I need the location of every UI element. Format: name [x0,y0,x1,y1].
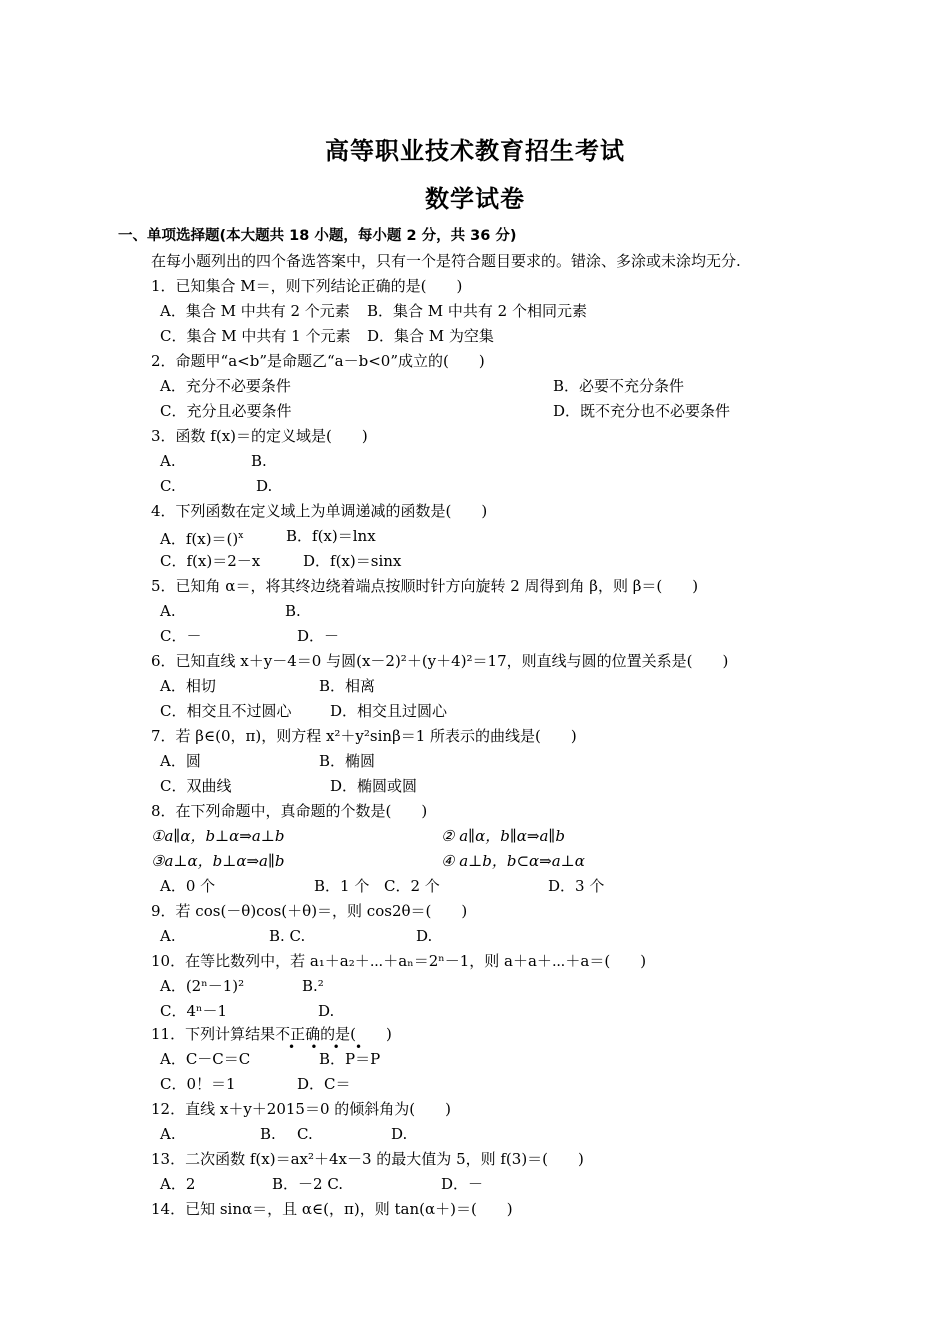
q9-option-bc: B. C. [269,927,306,945]
q4-option-a [160,526,243,549]
q6-stem: 6．已知直线 x＋y－4＝0 与圆(x－2)²＋(y＋4)²＝17，则直线与圆的位置关系是( ) [151,652,729,670]
q3-option-b: B. [251,452,267,470]
q6-option-a: A．相切 [160,677,216,695]
q13-option-a: A．2 [160,1175,196,1193]
q11-option-c: C．0！＝1 [160,1075,236,1093]
q11-option-a: A．C－C＝C [160,1050,251,1068]
q13-option-bc: B．－2 C. [272,1175,344,1193]
q12-option-b: B. [260,1125,276,1143]
q4-option-a-text: A．f(x)＝() [160,530,239,548]
q13-stem: 13．二次函数 f(x)＝ax²＋4x－3 的最大值为 5，则 f(3)＝( ) [151,1150,584,1168]
q6-option-b: B．相离 [319,677,376,695]
q8-proposition-1: ①a∥α，b⊥α⇒a⊥b [151,827,285,845]
exam-title: 高等职业技术教育招生考试 [325,137,625,165]
q11-stem: 11．下列计算结果不正确的是( ) [151,1025,392,1043]
q11-option-d: D．C＝ [297,1075,351,1093]
q2-option-d: D．既不充分也不必要条件 [553,402,731,420]
q5-option-b: B. [285,602,301,620]
q8-option-a: A．0 个 [160,877,216,895]
q6-option-c: C．相交且不过圆心 [160,702,292,720]
q3-option-c: C. [160,477,176,495]
q6-option-d: D．相交且过圆心 [330,702,448,720]
section-instruction: 在每小题列出的四个备选答案中，只有一个是符合题目要求的。错涂、多涂或未涂均无分. [151,252,741,270]
q8-proposition-2: ② a∥α，b∥α⇒a∥b [441,827,565,845]
q9-option-a: A. [160,927,176,945]
q3-option-a: A. [160,452,176,470]
q7-option-b: B．椭圆 [319,752,376,770]
q4-option-a-exponent: x [238,531,244,541]
q10-option-c: C．4ⁿ－1 [160,1002,228,1020]
q11-option-b: B．P＝P [319,1050,381,1068]
q10-option-a: A．(2ⁿ－1)² [160,977,245,995]
q12-option-d: D. [391,1125,408,1143]
q9-option-d: D. [416,927,433,945]
q12-option-c: C. [297,1125,313,1143]
q2-option-b: B．必要不充分条件 [553,377,685,395]
q2-option-a: A．充分不必要条件 [160,377,291,395]
q10-option-b: B.² [302,977,324,995]
q8-option-b: B．1 个 [314,877,370,895]
q5-option-d: D．－ [297,627,340,645]
q3-stem: 3．函数 f(x)＝的定义域是( ) [151,427,368,445]
q1-stem: 1．已知集合 M＝，则下列结论正确的是( ) [151,277,463,295]
q8-proposition-4: ④ a⊥b，b⊂α⇒a⊥α [441,852,585,870]
q4-option-b: B．f(x)＝lnx [286,527,376,545]
q10-stem: 10．在等比数列中，若 a₁＋a₂＋⋯＋aₙ＝2ⁿ－1，则 a＋a＋⋯＋a＝( ) [151,952,647,970]
q2-option-c: C．充分且必要条件 [160,402,292,420]
q3-option-d: D. [256,477,273,495]
q13-option-d: D．－ [441,1175,484,1193]
q7-stem: 7．若 β∈(0，π)，则方程 x²＋y²sinβ＝1 所表示的曲线是( ) [151,727,577,745]
q2-stem: 2．命题甲“a<b”是命题乙“a－b<0”成立的( ) [151,352,485,370]
q8-option-d: D．3 个 [548,877,605,895]
q4-option-d: D．f(x)＝sinx [303,552,402,570]
q1-option-d: D．集合 M 为空集 [367,327,494,345]
q8-option-c: C．2 个 [384,877,440,895]
q14-stem: 14．已知 sinα＝，且 α∈(，π)，则 tan(α＋)＝( ) [151,1200,513,1218]
q4-option-c: C．f(x)＝2－x [160,552,261,570]
emphasis-dots: • • • • [288,1040,363,1054]
q5-option-a: A. [160,602,176,620]
section-heading: 一、单项选择题(本大题共 18 小题，每小题 2 分，共 36 分) [118,228,517,244]
q12-stem: 12．直线 x＋y＋2015＝0 的倾斜角为( ) [151,1100,451,1118]
q12-option-a: A. [160,1125,176,1143]
q1-option-c: C．集合 M 中共有 1 个元素 [160,327,351,345]
q7-option-a: A．圆 [160,752,201,770]
q7-option-c: C．双曲线 [160,777,232,795]
q8-stem: 8．在下列命题中，真命题的个数是( ) [151,802,428,820]
q5-option-c: C．－ [160,627,202,645]
exam-subtitle: 数学试卷 [425,185,525,213]
q4-stem: 4．下列函数在定义域上为单调递减的函数是( ) [151,502,488,520]
q8-proposition-3: ③a⊥α，b⊥α⇒a∥b [151,852,285,870]
q10-option-d: D. [318,1002,335,1020]
q1-option-b: B．集合 M 中共有 2 个相同元素 [367,302,587,320]
q7-option-d: D．椭圆或圆 [330,777,418,795]
q1-option-a: A．集合 M 中共有 2 个元素 [160,302,350,320]
q9-stem: 9．若 cos(－θ)cos(＋θ)＝，则 cos2θ＝( ) [151,902,468,920]
q5-stem: 5．已知角 α＝，将其终边绕着端点按顺时针方向旋转 2 周得到角 β，则 β＝( ) [151,577,699,595]
